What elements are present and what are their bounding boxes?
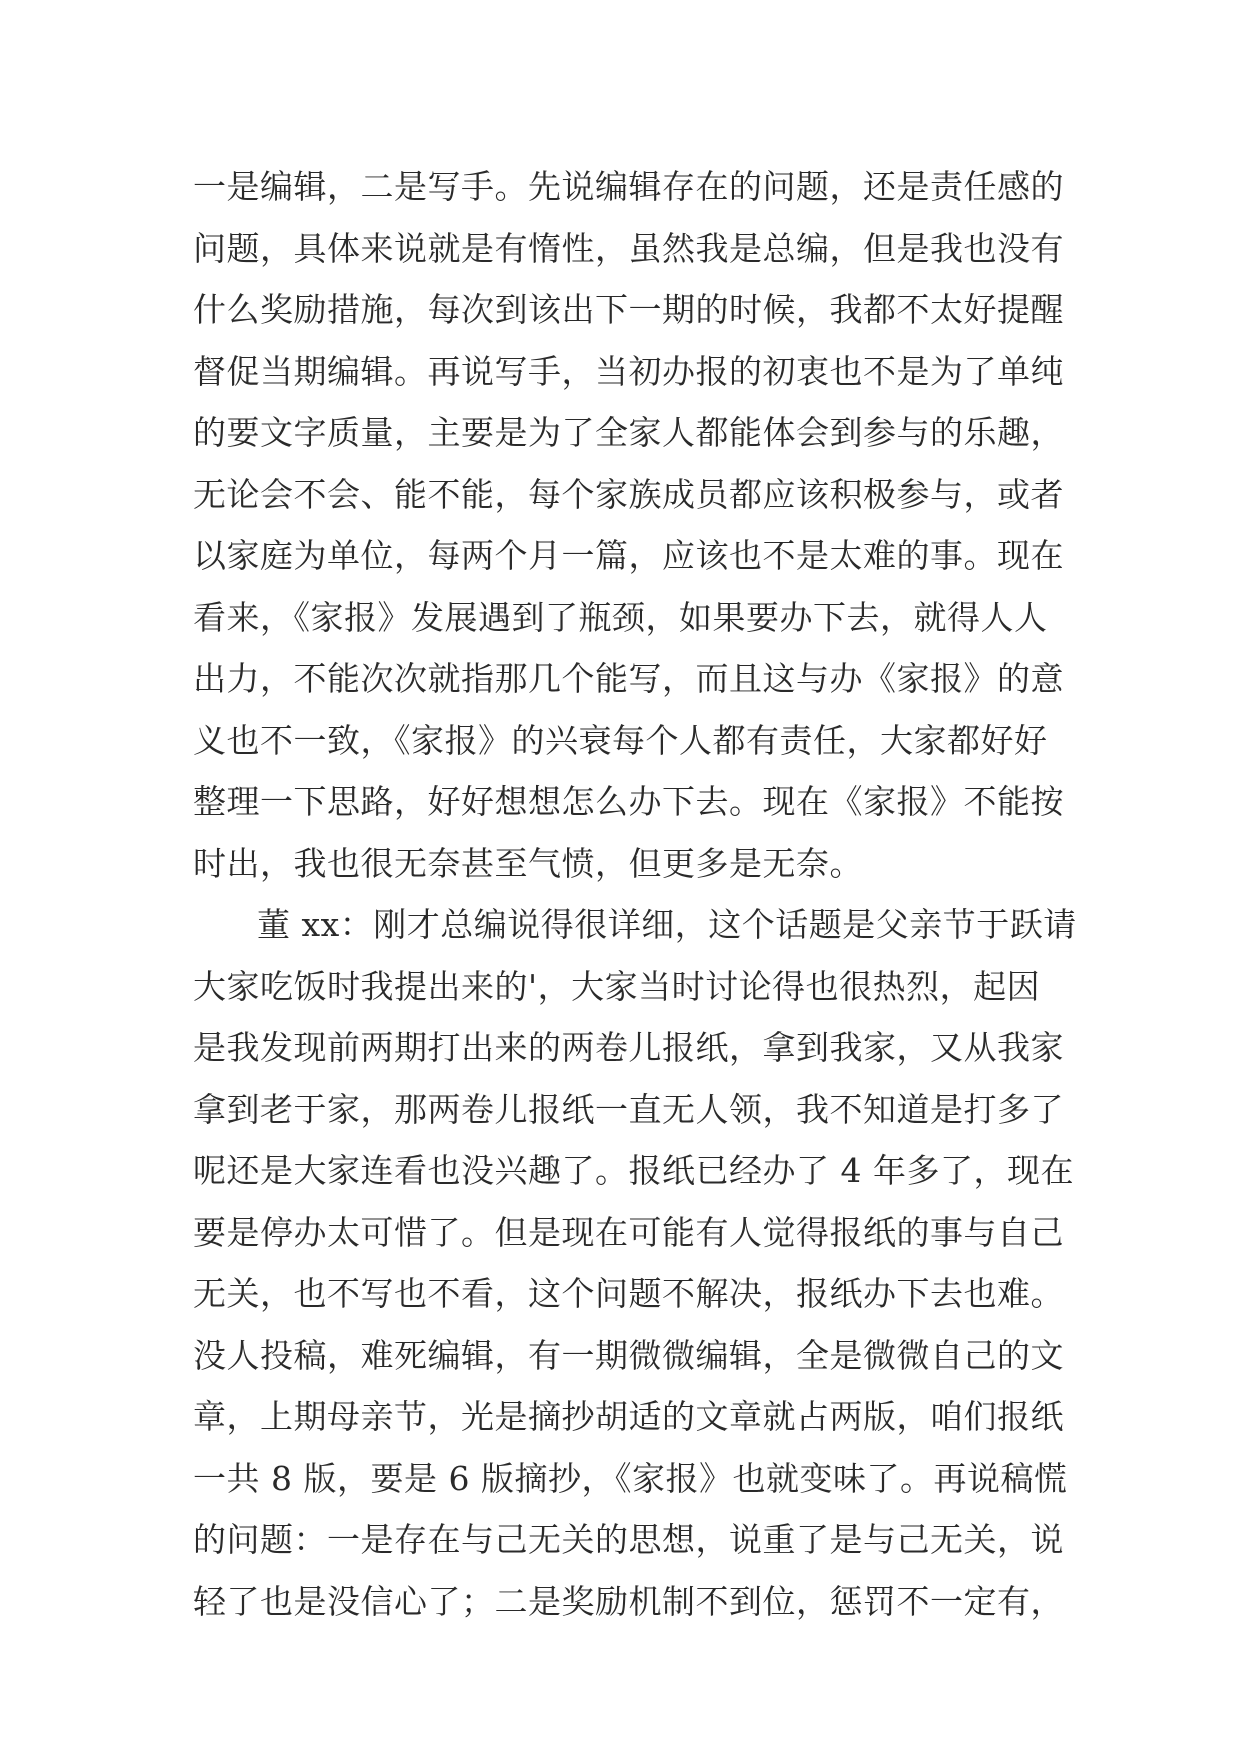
text-line: 问题，具体来说就是有惰性，虽然我是总编，但是我也没有 [193,228,1064,268]
text-line: 的问题：一是存在与己无关的思想，说重了是与己无关，说 [193,1520,1064,1559]
text-line: 什么奖励措施，每次到该出下一期的时候，我都不太好提醒 [193,290,1064,329]
body-text [193,156,1077,1632]
text-line: 整理一下思路，好好想想怎么办下去。现在《家报》不能按 [193,782,1064,821]
text-line: 以家庭为单位，每两个月一篇，应该也不是太难的事。现在 [193,536,1064,575]
text-line: 没人投稿，难死编辑，有一期微微编辑，全是微微自己的文 [193,1335,1064,1375]
text-line: 的要文字质量，主要是为了全家人都能体会到参与的乐趣， [193,413,1064,452]
text-line: 拿到老于家，那两卷儿报纸一直无人领，我不知道是打多了 [193,1089,1064,1129]
text-line: 看来，《家报》发展遇到了瓶颈，如果要办下去，就得人人 [193,597,1048,637]
text-line: 要是停办太可惜了。但是现在可能有人觉得报纸的事与自己 [193,1212,1064,1252]
paragraph [193,894,1077,1632]
text-line: 无论会不会、能不能，每个家族成员都应该积极参与，或者 [193,474,1064,514]
text-line: 出力，不能次次就指那几个能写，而且这与办《家报》的意 [193,659,1064,698]
paragraph [193,156,1063,894]
text-line: 章，上期母亲节，光是摘抄胡适的文章就占两版，咱们报纸 [193,1397,1064,1436]
text-line: 无关，也不写也不看，这个问题不解决，报纸办下去也难。 [193,1274,1064,1313]
text-line: 董 xx：刚才总编说得很详细，这个话题是父亲节于跃请 [257,905,1077,944]
text-line: 义也不一致，《家报》的兴衰每个人都有责任，大家都好好 [193,720,1048,760]
text-line: 时出，我也很无奈甚至气愤，但更多是无奈。 [193,843,863,883]
text-line: 一共 8 版，要是 6 版摘抄，《家报》也就变味了。再说稿慌 [193,1458,1068,1498]
text-line: 一是编辑，二是写手。先说编辑存在的问题，还是责任感的 [193,167,1064,206]
text-line: 轻了也是没信心了；二是奖励机制不到位，惩罚不一定有， [193,1581,1064,1621]
text-line: 呢还是大家连看也没兴趣了。报纸已经办了 4 年多了，现在 [193,1151,1074,1190]
text-line: 是我发现前两期打出来的两卷儿报纸，拿到我家，又从我家 [193,1028,1064,1067]
text-line: 大家吃饭时我提出来的'，大家当时讨论得也很热烈，起因 [193,966,1041,1006]
text-line: 督促当期编辑。再说写手，当初办报的初衷也不是为了单纯 [193,351,1064,391]
